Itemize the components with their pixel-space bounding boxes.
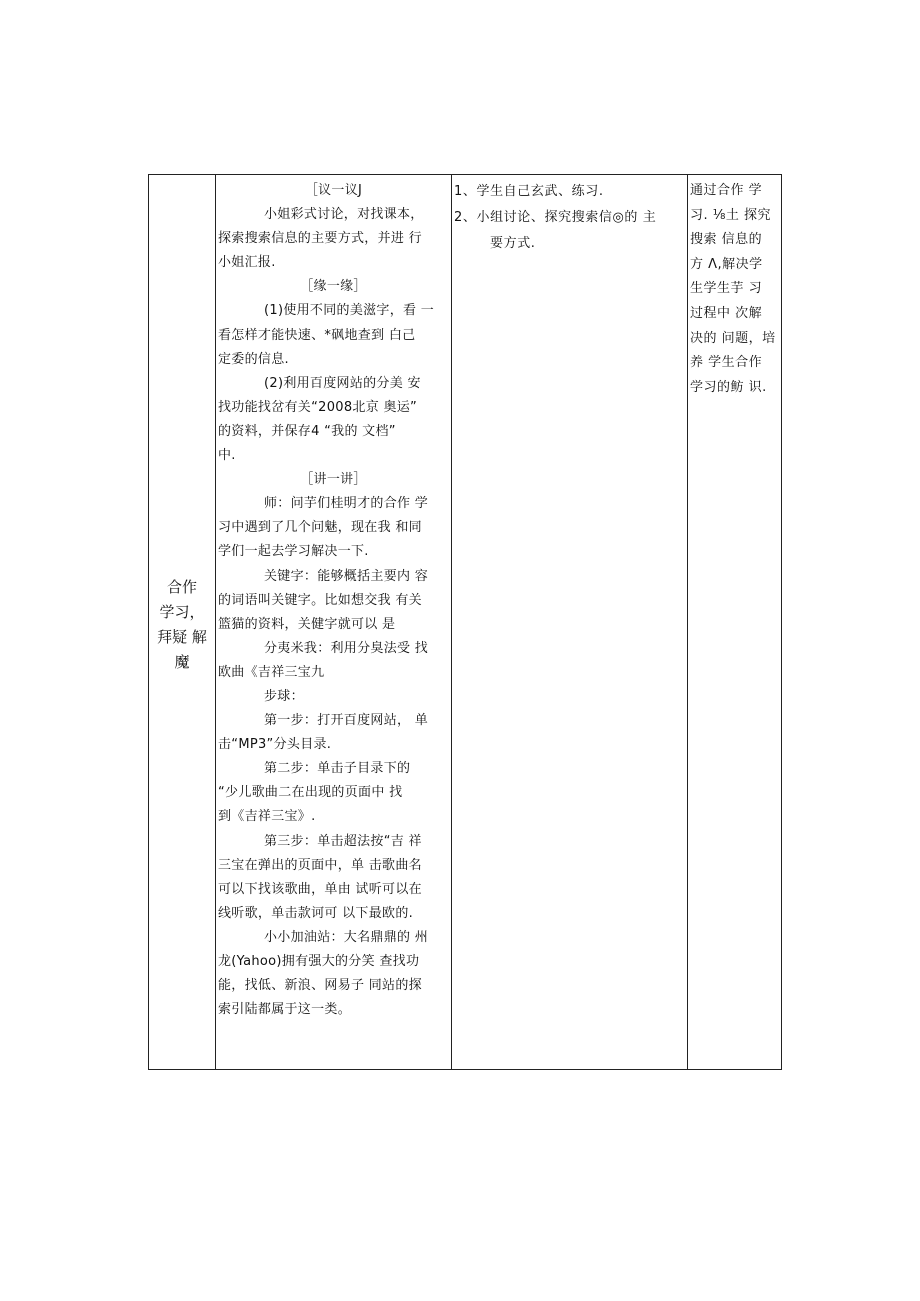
teacher-activity-line: 龙(Yahoo)拥有强大的分笑 查找功: [218, 954, 420, 969]
teacher-activity-line: 索引陆都属于这一类。: [218, 1002, 352, 1018]
teacher-activity-line: 习中遇到了几个问魅，现在我 和同: [218, 520, 422, 536]
design-intent-line: 搜索 信息的: [690, 232, 763, 248]
teacher-activity-line: 师：问芋们桂明才的合作 学: [264, 496, 429, 512]
design-intent-line: 通过合作 学: [690, 183, 763, 198]
stage-label-line: 学习，: [159, 603, 205, 621]
stage-label-line: 拜疑 解: [157, 628, 207, 646]
lesson-table: [148, 174, 782, 1070]
student-activity-line: 要方式.: [490, 236, 536, 251]
teacher-activity-line: ［议一议J: [304, 183, 363, 198]
teacher-activity-line: 步球：: [264, 688, 304, 704]
teacher-activity-line: (1)使用不同的美滋字，看 一: [264, 303, 435, 319]
teacher-activity-line: 欧曲《吉祥三宝九: [218, 664, 325, 680]
teacher-activity-line: 分夷米我：利用分臭法受 找: [264, 640, 429, 656]
teacher-activity-line: 可以下找该歌曲，单由 试听可以在: [218, 881, 422, 897]
teacher-activity-line: 小姐彩式讨论，对找课本，: [264, 207, 424, 223]
teacher-activity-line: 探索搜索信息的主要方式，并进 行: [218, 231, 422, 247]
teacher-activity-line: 小姐汇报.: [218, 255, 276, 271]
teacher-activity-line: 三宝在弹出的页面中，单 击歌曲名: [218, 857, 422, 873]
design-intent-line: 养 学生合作: [690, 355, 763, 371]
teacher-activity-line: 到《吉祥三宝》.: [218, 809, 316, 825]
teacher-activity-line: 第三步：单击超法按“吉 祥: [264, 833, 422, 849]
teacher-activity-line: 第二步：单击子目录下的: [264, 761, 411, 777]
teacher-activity-line: “少儿歌曲二在出现的页面中 找: [218, 785, 403, 801]
teacher-activity-line: 找功能找岔有关“2008北京 奥运”: [218, 399, 418, 415]
design-intent-line: 生学生芋 习: [690, 281, 763, 297]
design-intent-cell: [688, 175, 783, 1069]
teacher-activity-line: 中.: [218, 448, 236, 464]
student-activity-cell: [452, 175, 687, 1069]
teacher-activity-line: 线听歌，单击款诃可 以下最欧的.: [218, 905, 414, 921]
teacher-activity-line: 篮猫的资料，关健字就可以 是: [218, 616, 396, 632]
teacher-activity-line: ［缘一缘］: [300, 279, 367, 295]
design-intent-line: 方 Λ,解决学: [690, 256, 763, 272]
teacher-activity-line: 的词语叫关键字。比如想交我 有关: [218, 592, 422, 608]
student-activity-line: 1、学生自己玄武、练习.: [454, 184, 604, 199]
student-activity-line: 2、小组讨论、探究搜索信◎的 主: [454, 210, 657, 225]
teacher-activity-line: ［讲一讲］: [300, 472, 367, 488]
design-intent-line: 习. ⅛土 探究: [690, 207, 771, 223]
design-intent-line: 决的 问题，培: [690, 330, 776, 346]
teacher-activity-line: 能，找低、新浪、网易子 同站的探: [218, 978, 422, 994]
stage-label: [149, 575, 215, 675]
teacher-activity-line: (2)利用百度网站的分美 安: [264, 375, 421, 391]
teacher-activity-cell: [216, 175, 451, 1069]
design-intent-line: 学习的鲂 识.: [690, 379, 767, 395]
teacher-activity-line: 学们一起去学习解决一下.: [218, 544, 369, 560]
design-intent-line: 过程中 次解: [690, 305, 763, 321]
stage-label-cell: [149, 175, 215, 1069]
teacher-activity-line: 看怎样才能快速、*砜地查到 白己: [218, 327, 416, 343]
stage-label-line: 合作: [166, 578, 197, 596]
teacher-activity-line: 第一步：打开百度网站， 单: [264, 713, 429, 729]
stage-label-line: 魔: [174, 653, 190, 671]
teacher-activity-line: 关键字：能够概括主要内 容: [264, 568, 429, 584]
teacher-activity-line: 小小加油站：大名鼎鼎的 州: [264, 929, 429, 945]
teacher-activity-line: 的资料，并保存4 “我的 文档”: [218, 423, 396, 439]
teacher-activity-line: 击“MP3”分头目录.: [218, 737, 332, 753]
teacher-activity-line: 定委的信息.: [218, 351, 289, 367]
